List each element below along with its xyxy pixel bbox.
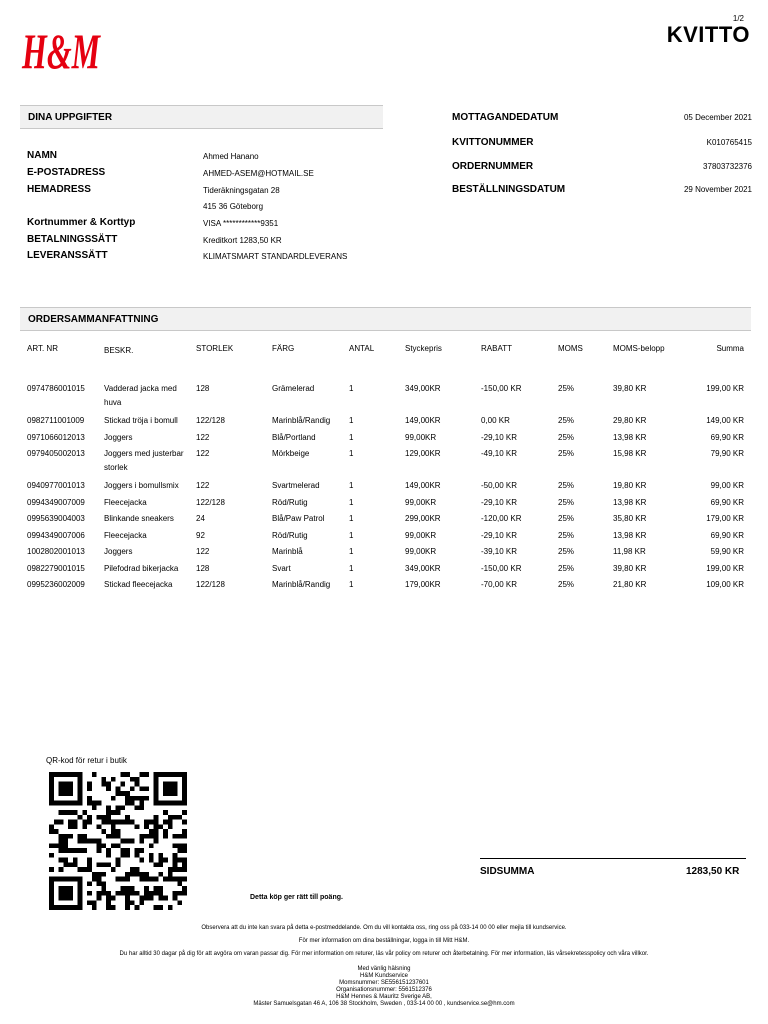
cell-discount: 0,00 KR xyxy=(481,416,510,425)
name-label: NAMN xyxy=(27,150,57,161)
footer-signature xyxy=(0,966,768,1008)
cell-description: Stickad fleecejacka xyxy=(104,580,173,589)
cell-size: 122 xyxy=(196,432,210,442)
customer-section-header: DINA UPPGIFTER xyxy=(20,105,383,129)
receipt-number-value: K010765415 xyxy=(706,138,752,147)
cell-quantity: 1 xyxy=(349,432,354,442)
cell-discount: -29,10 KR xyxy=(481,497,518,507)
cell-description: Stickad tröja i bomull xyxy=(104,416,178,425)
cell-description: Joggers med justerbar storlek xyxy=(104,449,184,472)
table-row xyxy=(26,496,750,513)
cell-sum: 59,90 KR xyxy=(710,547,744,556)
svg-text:H&M: H&M xyxy=(21,23,101,79)
email-label: E-POSTADRESS xyxy=(27,167,106,178)
points-note: Detta köp ger rätt till poäng. xyxy=(250,894,343,901)
cell-vat: 25% xyxy=(558,514,575,523)
cell-vat: 25% xyxy=(558,530,575,540)
cell-discount: -29,10 KR xyxy=(481,530,518,540)
col-header-vat-amount: MOMS-belopp xyxy=(613,344,665,353)
cell-sum: 149,00 KR xyxy=(706,416,744,425)
cell-color: Blå/Portland xyxy=(272,432,316,442)
cell-size: 122 xyxy=(196,547,210,556)
cell-size: 122 xyxy=(196,481,210,490)
cell-quantity: 1 xyxy=(349,384,354,393)
cell-unit-price: 299,00KR xyxy=(405,514,441,523)
order-number-value: 37803732376 xyxy=(703,162,752,171)
col-header-vat: MOMS xyxy=(558,344,583,353)
cell-art-nr: 0940977001013 xyxy=(27,481,85,490)
cell-art-nr: 0995236002009 xyxy=(27,580,85,589)
order-summary-header: ORDERSAMMANFATTNING xyxy=(20,307,751,331)
address-city: 415 36 Göteborg xyxy=(203,202,264,211)
cell-unit-price: 99,00KR xyxy=(405,497,437,507)
cell-discount: -120,00 KR xyxy=(481,514,522,523)
cell-art-nr: 0979405002013 xyxy=(27,449,85,458)
cell-vat: 25% xyxy=(558,449,575,458)
cell-art-nr: 0994349007006 xyxy=(27,530,85,540)
signature-line: H&M Hennes & Mauritz Sverige AB, xyxy=(336,994,432,1000)
cell-unit-price: 149,00KR xyxy=(405,416,441,425)
cell-color: Blå/Paw Patrol xyxy=(272,514,325,523)
cell-vat: 25% xyxy=(558,384,575,393)
table-row xyxy=(26,529,750,546)
cell-discount: -29,10 KR xyxy=(481,432,518,442)
cell-quantity: 1 xyxy=(349,580,354,589)
signature-line: Organisationsnummer: 5561512376 xyxy=(336,987,432,993)
cell-color: Marinblå/Randig xyxy=(272,416,331,425)
cell-vat: 25% xyxy=(558,547,575,556)
cell-description: Joggers i bomullsmix xyxy=(104,481,179,490)
cell-description: Fleecejacka xyxy=(104,497,147,507)
cell-art-nr: 0995639004003 xyxy=(27,514,85,523)
total-divider xyxy=(480,858,746,859)
cell-art-nr: 0994349007009 xyxy=(27,497,85,507)
col-header-art-nr: ART. NR xyxy=(27,344,58,353)
cell-size: 24 xyxy=(196,514,205,523)
cell-quantity: 1 xyxy=(349,497,354,507)
cell-unit-price: 129,00KR xyxy=(405,449,441,458)
cell-vat-amount: 21,80 KR xyxy=(613,580,647,589)
table-row xyxy=(26,545,750,562)
cell-discount: -50,00 KR xyxy=(481,481,518,490)
col-header-discount: RABATT xyxy=(481,344,512,353)
cell-color: Svart xyxy=(272,563,291,573)
order-date-label: BESTÄLLNINGSDATUM xyxy=(452,184,566,195)
delivery-label: LEVERANSSÄTT xyxy=(27,250,108,261)
cell-discount: -150,00 KR xyxy=(481,384,522,393)
cell-discount: -49,10 KR xyxy=(481,449,518,458)
cell-sum: 79,90 KR xyxy=(710,449,744,458)
signature-line: Med vänlig hälsning xyxy=(357,966,411,972)
cell-vat-amount: 11,98 KR xyxy=(613,547,646,556)
cell-unit-price: 349,00KR xyxy=(405,563,441,573)
payment-label: BETALNINGSSÄTT xyxy=(27,234,118,245)
cell-size: 122 xyxy=(196,449,210,458)
cell-vat-amount: 13,98 KR xyxy=(613,530,647,540)
cell-sum: 199,00 KR xyxy=(706,384,744,393)
col-header-quantity: ANTAL xyxy=(349,344,375,353)
cell-unit-price: 179,00KR xyxy=(405,580,441,589)
cell-size: 122/128 xyxy=(196,416,225,425)
col-header-size: STORLEK xyxy=(196,344,234,353)
hm-logo xyxy=(21,22,102,79)
cell-size: 128 xyxy=(196,563,210,573)
card-value: VISA ************9351 xyxy=(203,219,279,228)
address-street: Tideräkningsgatan 28 xyxy=(203,186,280,195)
cell-sum: 69,90 KR xyxy=(710,432,744,442)
cell-discount: -70,00 KR xyxy=(481,580,518,589)
cell-description: Fleecejacka xyxy=(104,530,147,540)
cell-size: 128 xyxy=(196,384,210,393)
cell-quantity: 1 xyxy=(349,563,354,573)
cell-unit-price: 99,00KR xyxy=(405,547,437,556)
cell-description: Pilefodrad bikerjacka xyxy=(104,563,179,573)
signature-line: H&M Kundservice xyxy=(359,973,409,979)
cell-description: Joggers xyxy=(104,432,133,442)
cell-sum: 69,90 KR xyxy=(710,497,744,507)
cell-size: 92 xyxy=(196,530,205,540)
cell-description: Blinkande sneakers xyxy=(104,514,174,523)
page-indicator: 1/2 xyxy=(732,14,744,23)
cell-vat-amount: 13,98 KR xyxy=(613,432,647,442)
page-title: KVITTO xyxy=(666,22,750,47)
cell-vat-amount: 19,80 KR xyxy=(613,481,647,490)
cell-description: Vadderad jacka med huva xyxy=(104,384,177,407)
signature-line: Mäster Samuelsgatan 46 A, 106 38 Stockholm, Sweden , 033-14 00 00 , kundservice.se@hm.com xyxy=(253,1001,515,1007)
cell-vat-amount: 39,80 KR xyxy=(613,563,647,573)
name-value: Ahmed Hanano xyxy=(203,152,259,161)
cell-art-nr: 0974786001015 xyxy=(27,384,85,393)
cell-color: Grämelerad xyxy=(272,384,315,393)
cell-vat-amount: 13,98 KR xyxy=(613,497,647,507)
cell-color: Röd/Rutig xyxy=(272,530,308,540)
total-value: 1283,50 KR xyxy=(686,866,740,877)
order-table xyxy=(26,344,750,595)
cell-discount: -150,00 KR xyxy=(481,563,522,573)
received-date-label: MOTTAGANDEDATUM xyxy=(452,112,559,123)
footer-note-orders: För mer information om dina beställningar, logga in till Mitt H&M. xyxy=(298,938,470,944)
payment-value: Kreditkort 1283,50 KR xyxy=(203,236,282,245)
col-header-unit-price: Styckepris xyxy=(405,344,442,353)
table-row xyxy=(26,578,750,595)
table-row xyxy=(26,512,750,529)
col-header-sum: Summa xyxy=(716,344,744,353)
card-label: Kortnummer & Korttyp xyxy=(27,217,136,228)
cell-sum: 179,00 KR xyxy=(706,514,744,523)
cell-vat: 25% xyxy=(558,580,575,589)
table-row xyxy=(26,562,750,579)
order-number-label: ORDERNUMMER xyxy=(452,161,534,172)
delivery-value: KLIMATSMART STANDARDLEVERANS xyxy=(203,252,348,261)
cell-color: Svartmelerad xyxy=(272,481,320,490)
cell-quantity: 1 xyxy=(349,481,354,490)
col-header-color: FÄRG xyxy=(272,344,295,353)
cell-art-nr: 0982279001015 xyxy=(27,563,85,573)
cell-color: Marinblå/Randig xyxy=(272,580,331,589)
footer-note-contact: Observera att du inte kan svara på detta e-postmeddelande. Om du vill kontakta oss, ring oss på 033-14 00 00 eller mejla till kundservice. xyxy=(201,925,567,931)
cell-sum: 69,90 KR xyxy=(710,530,744,540)
table-row xyxy=(26,382,750,414)
cell-vat-amount: 15,98 KR xyxy=(613,449,647,458)
table-row xyxy=(26,447,750,479)
cell-vat-amount: 39,80 KR xyxy=(613,384,647,393)
total-label: SIDSUMMA xyxy=(480,866,535,877)
cell-vat-amount: 29,80 KR xyxy=(613,416,647,425)
signature-line: Momsnummer: SE556151237601 xyxy=(339,980,429,986)
cell-quantity: 1 xyxy=(349,547,354,556)
address-label: HEMADRESS xyxy=(27,184,91,195)
qr-code-icon xyxy=(46,772,190,910)
cell-sum: 109,00 KR xyxy=(706,580,744,589)
cell-quantity: 1 xyxy=(349,530,354,540)
footer-note-returns: Du har alltid 30 dagar på dig för att avgöra om varan passar dig. För mer information om returer, läs vår policy om returer och återbetalning. För mer information, läs vårsekretesspolicy och våra villkor. xyxy=(119,951,649,957)
cell-quantity: 1 xyxy=(349,449,354,458)
qr-label: QR-kod för retur i butik xyxy=(46,756,127,765)
cell-color: Röd/Rutig xyxy=(272,497,308,507)
cell-vat: 25% xyxy=(558,432,575,442)
cell-art-nr: 0982711001009 xyxy=(27,416,85,425)
col-header-description: BESKR. xyxy=(104,346,134,355)
cell-art-nr: 1002802001013 xyxy=(27,547,85,556)
cell-sum: 99,00 KR xyxy=(710,481,744,490)
cell-quantity: 1 xyxy=(349,416,354,425)
cell-size: 122/128 xyxy=(196,497,225,507)
received-date-value: 05 December 2021 xyxy=(683,113,752,122)
order-date-value: 29 November 2021 xyxy=(683,185,752,194)
cell-unit-price: 349,00KR xyxy=(405,384,441,393)
cell-color: Marinblå xyxy=(272,547,303,556)
cell-unit-price: 99,00KR xyxy=(405,432,437,442)
cell-color: Mörkbeige xyxy=(272,449,310,458)
cell-art-nr: 0971066012013 xyxy=(27,432,85,442)
cell-description: Joggers xyxy=(104,547,133,556)
receipt-number-label: KVITTONUMMER xyxy=(452,137,534,148)
cell-vat-amount: 35,80 KR xyxy=(613,514,647,523)
email-value: AHMED-ASEM@HOTMAIL.SE xyxy=(203,169,314,178)
cell-vat: 25% xyxy=(558,481,575,490)
cell-vat: 25% xyxy=(558,563,575,573)
cell-size: 122/128 xyxy=(196,580,225,589)
cell-vat: 25% xyxy=(558,497,575,507)
table-header-row xyxy=(26,344,750,382)
cell-unit-price: 149,00KR xyxy=(405,481,441,490)
table-row xyxy=(26,414,750,431)
table-body xyxy=(26,382,750,595)
cell-vat: 25% xyxy=(558,416,575,425)
table-row xyxy=(26,479,750,496)
cell-discount: -39,10 KR xyxy=(481,547,518,556)
table-row xyxy=(26,431,750,448)
cell-quantity: 1 xyxy=(349,514,354,523)
cell-unit-price: 99,00KR xyxy=(405,530,437,540)
cell-sum: 199,00 KR xyxy=(706,563,744,573)
